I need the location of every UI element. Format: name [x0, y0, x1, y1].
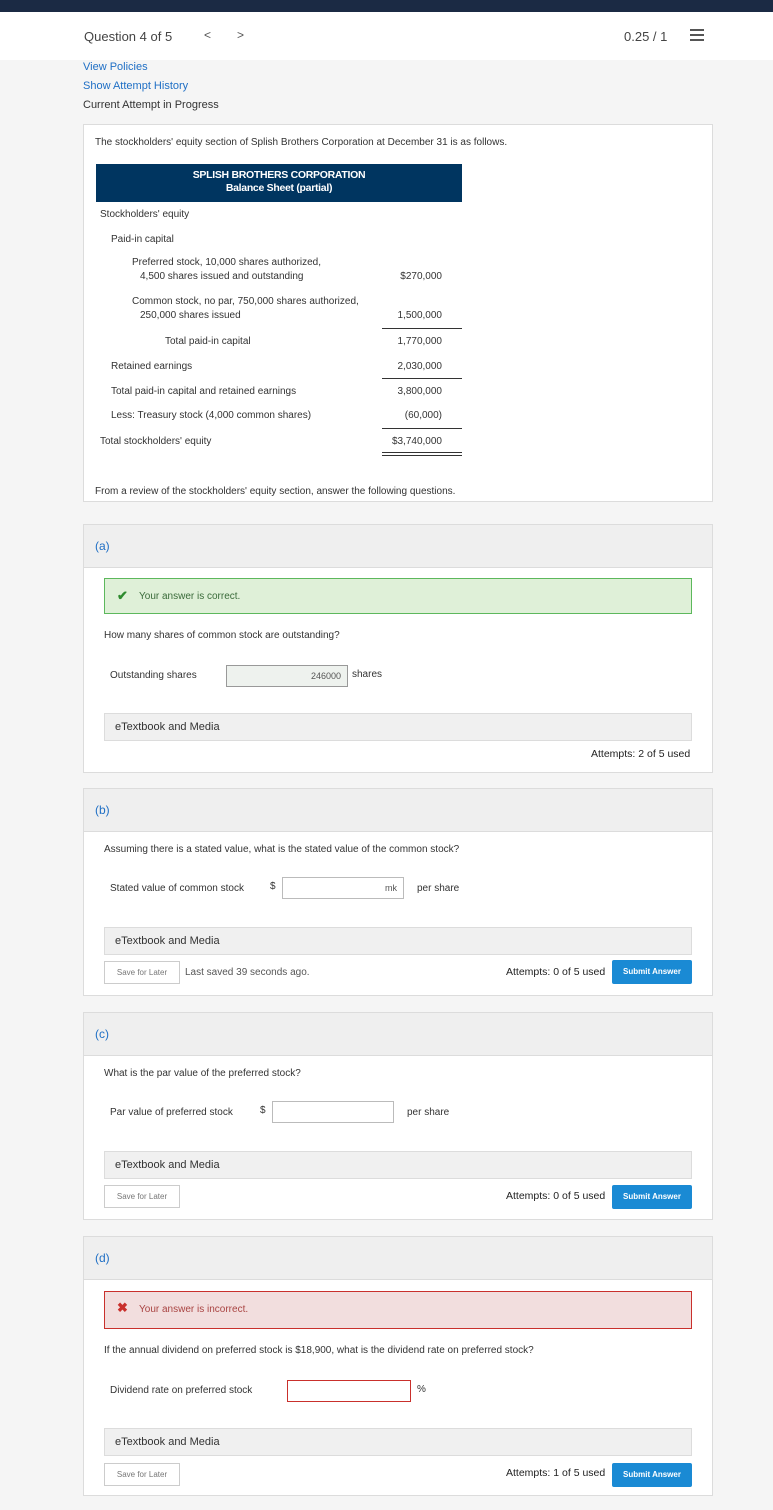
etextbook-media-c[interactable]: eTextbook and Media: [104, 1151, 692, 1179]
etextbook-media-a[interactable]: eTextbook and Media: [104, 713, 692, 741]
previous-question-button[interactable]: <: [204, 28, 212, 42]
part-b-header: [84, 789, 712, 832]
part-b-panel: [83, 788, 713, 996]
part-a-question: How many shares of common stock are outstanding?: [104, 630, 340, 641]
part-c-header: [84, 1013, 712, 1056]
company-name: SPLISH BROTHERS CORPORATION: [192, 169, 366, 181]
incorrect-feedback-text: Your answer is incorrect.: [139, 1304, 249, 1315]
attempt-links: [83, 60, 219, 112]
percent-unit: %: [417, 1384, 426, 1395]
current-attempt-label: Current Attempt in Progress: [83, 99, 219, 111]
next-question-button[interactable]: >: [237, 28, 245, 42]
retained-rule: [382, 378, 462, 379]
last-saved-text: Last saved 39 seconds ago.: [185, 967, 310, 978]
common-stock-label-1: Common stock, no par, 750,000 shares authorized,: [132, 296, 359, 307]
preferred-stock-label-1: Preferred stock, 10,000 shares authorized,: [132, 257, 321, 268]
dividend-rate-input[interactable]: [287, 1380, 411, 1402]
retained-earnings-value: 2,030,000: [397, 361, 442, 372]
part-c-panel: [83, 1012, 713, 1220]
attempts-c: Attempts: 0 of 5 used: [506, 1190, 606, 1202]
total-pic-re-label: Total paid-in capital and retained earnings: [111, 386, 297, 397]
subtotal-rule: [382, 328, 462, 329]
show-attempt-history-link[interactable]: Show Attempt History: [83, 80, 189, 92]
total-stockholders-equity-label: Total stockholders' equity: [100, 436, 212, 447]
etextbook-media-d[interactable]: eTextbook and Media: [104, 1428, 692, 1456]
shares-unit: shares: [352, 669, 383, 680]
currency-symbol-b: $: [270, 881, 276, 892]
treasury-rule: [382, 428, 462, 429]
statement-name: Balance Sheet (partial): [225, 182, 333, 194]
attempts-a: Attempts: 2 of 5 used: [591, 748, 691, 760]
total-double-rule-top: [382, 452, 462, 453]
attempts-d: Attempts: 1 of 5 used: [506, 1467, 606, 1479]
score: 0.25 / 1: [624, 29, 668, 44]
intro-footer-text: From a review of the stockholders' equity section, answer the following questions.: [95, 486, 456, 497]
attempts-b: Attempts: 0 of 5 used: [506, 966, 606, 978]
treasury-stock-value: (60,000): [404, 410, 442, 421]
part-b-question: Assuming there is a stated value, what is the stated value of the common stock?: [104, 844, 460, 855]
outstanding-shares-input[interactable]: 246000: [226, 665, 348, 687]
part-a-label: (a): [95, 539, 110, 553]
question-list-icon[interactable]: [690, 29, 704, 41]
stated-value-label: Stated value of common stock: [110, 883, 244, 894]
save-for-later-button-c[interactable]: Save for Later: [104, 1185, 180, 1208]
balance-sheet-header: [96, 164, 462, 202]
submit-answer-button-b[interactable]: Submit Answer: [612, 960, 692, 984]
incorrect-feedback-banner: [104, 1291, 692, 1329]
stockholders-equity-label: Stockholders' equity: [100, 209, 190, 220]
common-stock-label-2: 250,000 shares issued: [140, 310, 241, 321]
currency-symbol-c: $: [260, 1105, 266, 1116]
total-double-rule-bottom: [382, 455, 462, 456]
par-value-input[interactable]: [272, 1101, 394, 1123]
question-intro-panel: [83, 124, 713, 502]
dividend-rate-label: Dividend rate on preferred stock: [110, 1385, 253, 1396]
total-paid-in-capital-value: 1,770,000: [397, 336, 442, 347]
part-d-header: [84, 1237, 712, 1280]
intro-text: The stockholders' equity section of Splish Brothers Corporation at December 31 is as follows.: [95, 137, 508, 148]
common-stock-value: 1,500,000: [397, 310, 442, 321]
question-counter: Question 4 of 5: [84, 29, 173, 44]
part-d-question: If the annual dividend on preferred stock is $18,900, what is the dividend rate on preferred stock?: [104, 1345, 534, 1356]
correct-feedback-text: Your answer is correct.: [139, 591, 241, 602]
total-stockholders-equity-value: $3,740,000: [391, 436, 442, 447]
save-for-later-button-b[interactable]: Save for Later: [104, 961, 180, 984]
treasury-stock-label: Less: Treasury stock (4,000 common shares): [111, 410, 312, 421]
etextbook-media-b[interactable]: eTextbook and Media: [104, 927, 692, 955]
part-b-label: (b): [95, 803, 110, 817]
checkmark-icon: ✔: [117, 588, 128, 603]
submit-answer-button-c[interactable]: Submit Answer: [612, 1185, 692, 1209]
correct-feedback-banner: [104, 578, 692, 614]
retained-earnings-label: Retained earnings: [111, 361, 193, 372]
preferred-stock-label-2: 4,500 shares issued and outstanding: [140, 271, 304, 282]
outstanding-shares-label: Outstanding shares: [110, 670, 197, 681]
part-d-label: (d): [95, 1251, 110, 1265]
save-for-later-button-d[interactable]: Save for Later: [104, 1463, 180, 1486]
view-policies-link[interactable]: View Policies: [83, 61, 148, 73]
preferred-stock-value: $270,000: [400, 271, 442, 282]
paid-in-capital-label: Paid-in capital: [111, 234, 174, 245]
per-share-unit-c: per share: [407, 1107, 450, 1118]
top-bar: [0, 0, 773, 12]
part-c-label: (c): [95, 1027, 109, 1041]
stated-value-input[interactable]: mk: [282, 877, 404, 899]
part-c-question: What is the par value of the preferred stock?: [104, 1068, 301, 1079]
par-value-label: Par value of preferred stock: [110, 1107, 233, 1118]
total-pic-re-value: 3,800,000: [397, 386, 442, 397]
total-paid-in-capital-label: Total paid-in capital: [165, 336, 251, 347]
part-a-header: [84, 525, 712, 568]
x-mark-icon: ✖: [117, 1300, 128, 1315]
part-a-panel: [83, 524, 713, 773]
part-d-panel: [83, 1236, 713, 1496]
per-share-unit-b: per share: [417, 883, 460, 894]
submit-answer-button-d[interactable]: Submit Answer: [612, 1463, 692, 1487]
